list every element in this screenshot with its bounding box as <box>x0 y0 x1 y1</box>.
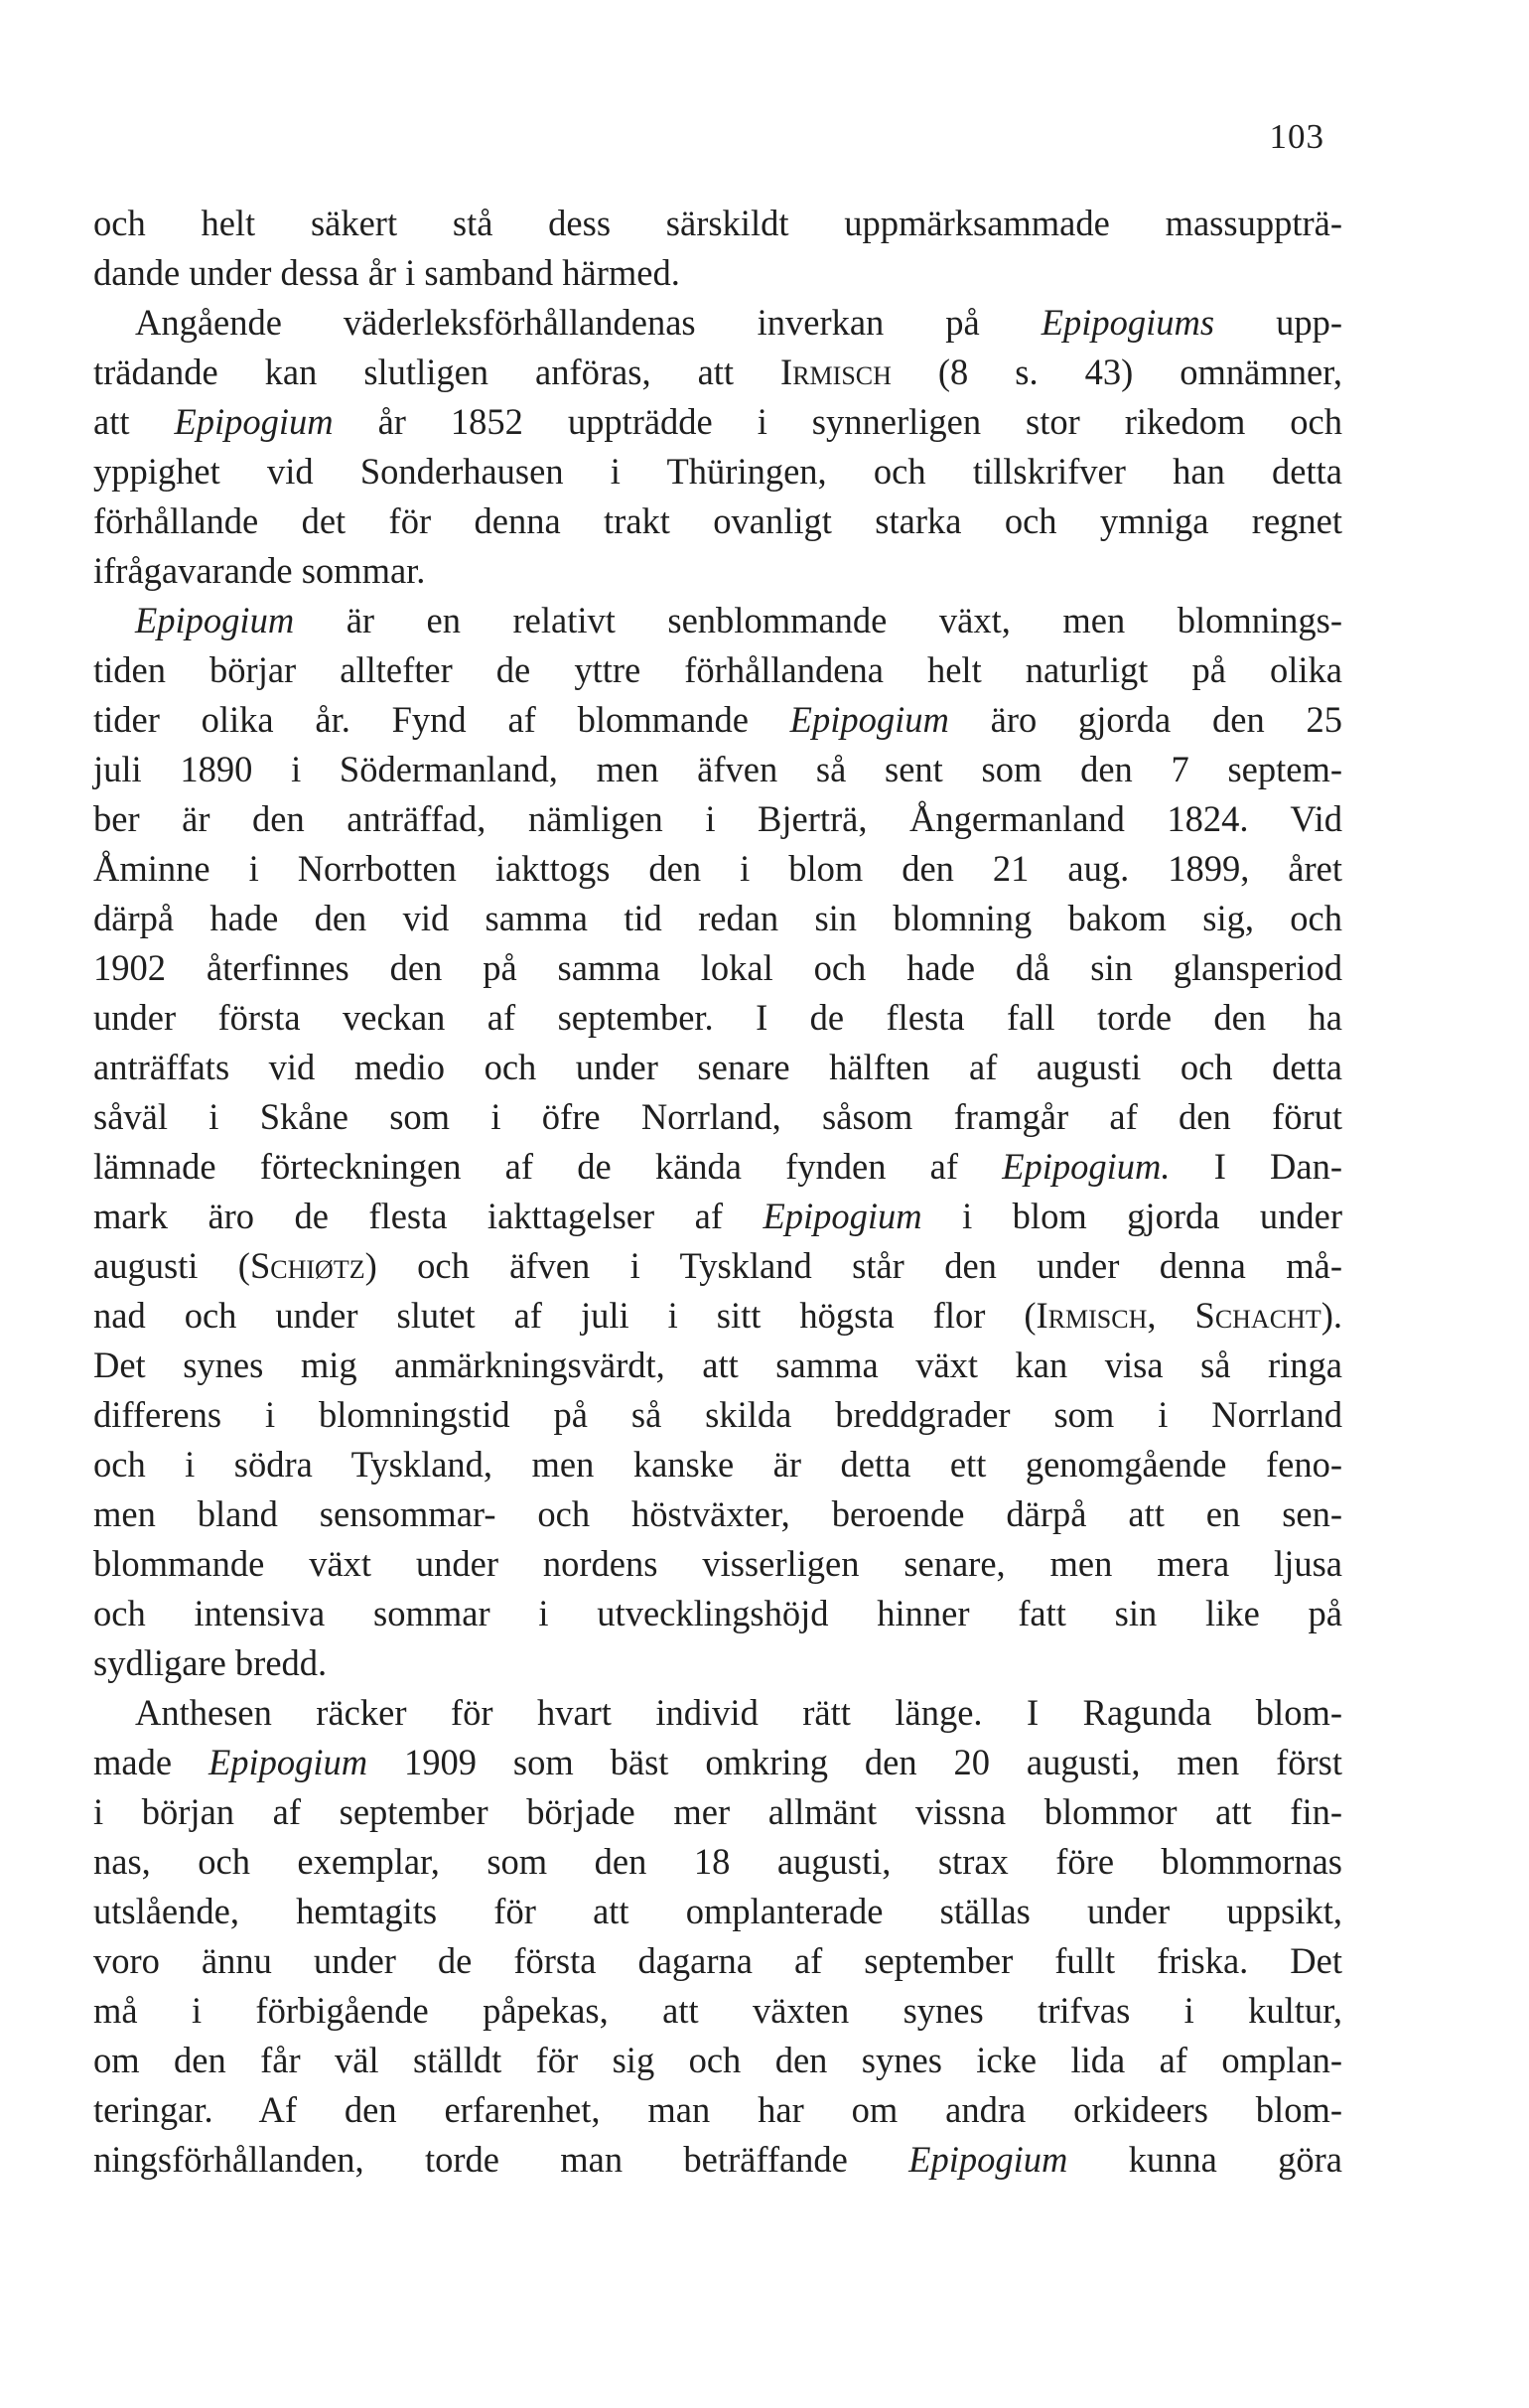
text-segment: voro ännu under de första dagarna af september fullt friska. Det <box>93 1940 1342 1981</box>
text-segment: dande under dessa år i samband härmed. <box>93 252 680 293</box>
text-line <box>93 1887 1342 1936</box>
author-name: Schiøtz <box>249 1245 365 1286</box>
text-line <box>93 993 1342 1043</box>
text-segment: upp- <box>1214 302 1343 343</box>
text-line <box>93 1638 1342 1688</box>
text-segment: nas, och exemplar, som den 18 augusti, strax före blommornas <box>93 1841 1342 1882</box>
text-segment: augusti ( <box>93 1245 250 1286</box>
text-line <box>93 546 1342 596</box>
text-segment: Angående väderleksförhållandenas inverkan på <box>135 302 1042 343</box>
text-segment: tiden börjar alltefter de yttre förhållandena helt naturligt på olika <box>93 649 1342 690</box>
text-segment: kunna göra <box>1067 2139 1342 2180</box>
text-segment: , <box>1147 1295 1195 1336</box>
italic-species-name: Epipogium <box>763 1196 922 1236</box>
text-line <box>93 1589 1342 1638</box>
text-segment: Åminne i Norrbotten iakttogs den i blom den 21 aug. 1899, året <box>93 848 1342 889</box>
text-segment: år 1852 uppträdde i synnerligen stor rikedom och <box>333 401 1343 442</box>
text-line <box>93 1241 1342 1291</box>
text-segment: äro gjorda den 25 <box>948 699 1342 740</box>
text-segment: ber är den anträffad, nämligen i Bjerträ, Ångermanland 1824. Vid <box>93 798 1342 839</box>
text-line <box>93 447 1342 496</box>
text-segment: sydligare bredd. <box>93 1642 328 1683</box>
text-line <box>93 596 1342 645</box>
text-segment: tider olika år. Fynd af blommande <box>93 699 790 740</box>
text-segment: I Dan- <box>1170 1146 1342 1187</box>
text-line <box>93 1688 1342 1738</box>
text-segment: därpå hade den vid samma tid redan sin blomning bakom sig, och <box>93 898 1342 938</box>
body-text <box>93 199 1342 2185</box>
text-segment: och helt säkert stå dess särskildt uppmärksammade massuppträ- <box>93 203 1342 243</box>
author-name: Irmisch <box>1036 1295 1148 1336</box>
text-segment: ningsförhållanden, torde man beträffande <box>93 2139 909 2180</box>
text-segment: ) och äfven i Tyskland står den under denna må- <box>364 1245 1343 1286</box>
text-segment: är en relativt senblommande växt, men blomnings- <box>294 600 1342 640</box>
text-segment: och intensiva sommar i utvecklingshöjd hinner fatt sin like på <box>93 1593 1342 1633</box>
text-line <box>93 1390 1342 1440</box>
text-segment: under första veckan af september. I de flesta fall torde den ha <box>93 997 1342 1038</box>
text-segment: i blom gjorda under <box>921 1196 1342 1236</box>
text-line <box>93 943 1342 993</box>
text-line <box>93 894 1342 943</box>
text-segment: made <box>93 1742 208 1782</box>
text-segment: 1902 återfinnes den på samma lokal och hade då sin glansperiod <box>93 947 1342 988</box>
text-line <box>93 248 1342 298</box>
text-segment: juli 1890 i Södermanland, men äfven så sent som den 7 septem- <box>93 749 1342 789</box>
italic-species-name: Epipogium. <box>1002 1146 1171 1187</box>
text-line <box>93 1489 1342 1539</box>
text-line <box>93 645 1342 695</box>
text-line <box>93 496 1342 546</box>
text-segment: ifrågavarande sommar. <box>93 550 426 591</box>
text-line <box>93 1291 1342 1341</box>
text-segment: anträffats vid medio och under senare hälften af augusti och detta <box>93 1047 1342 1087</box>
text-line <box>93 2085 1342 2135</box>
text-line <box>93 1738 1342 1787</box>
text-segment: Det synes mig anmärkningsvärdt, att samma växt kan visa så ringa <box>93 1345 1342 1385</box>
author-name: Irmisch <box>780 352 892 392</box>
italic-species-name: Epipogium <box>208 1742 368 1782</box>
text-segment: såväl i Skåne som i öfre Norrland, såsom framgår af den förut <box>93 1096 1342 1137</box>
text-line <box>93 397 1342 447</box>
text-line <box>93 1539 1342 1589</box>
text-line <box>93 1142 1342 1192</box>
text-segment: nad och under slutet af juli i sitt högsta flor ( <box>93 1295 1037 1336</box>
text-segment: om den får väl ställdt för sig och den synes icke lida af omplan- <box>93 2040 1342 2080</box>
italic-species-name: Epipogium <box>908 2139 1068 2180</box>
author-name: Schacht <box>1194 1295 1321 1336</box>
text-segment: trädande kan slutligen anföras, att <box>93 352 781 392</box>
italic-species-name: Epipogium <box>174 401 334 442</box>
text-segment: teringar. Af den erfarenhet, man har om andra orkideers blom- <box>93 2089 1342 2130</box>
text-line <box>93 1837 1342 1887</box>
text-segment: utslående, hemtagits för att omplanterade ställas under uppsikt, <box>93 1891 1342 1931</box>
text-line <box>93 298 1342 348</box>
text-segment: blommande växt under nordens visserligen senare, men mera ljusa <box>93 1543 1342 1584</box>
text-segment: förhållande det för denna trakt ovanligt starka och ymniga regnet <box>93 500 1342 541</box>
text-segment: (8 s. 43) omnämner, <box>891 352 1343 392</box>
text-segment: yppighet vid Sonderhausen i Thüringen, och tillskrifver han detta <box>93 451 1342 492</box>
text-line <box>93 745 1342 794</box>
text-line <box>93 1092 1342 1142</box>
text-segment: må i förbigående påpekas, att växten synes trifvas i kultur, <box>93 1990 1342 2031</box>
text-line <box>93 1936 1342 1986</box>
text-line <box>93 199 1342 248</box>
italic-species-name: Epipogiums <box>1041 302 1215 343</box>
text-line <box>93 1986 1342 2036</box>
italic-species-name: Epipogium <box>135 600 295 640</box>
text-segment: lämnade förteckningen af de kända fynden af <box>93 1146 1003 1187</box>
text-segment: differens i blomningstid på så skilda breddgrader som i Norrland <box>93 1394 1342 1435</box>
text-line <box>93 2036 1342 2085</box>
italic-species-name: Epipogium <box>789 699 949 740</box>
text-segment: i början af september började mer allmänt vissna blommor att fin- <box>93 1791 1342 1832</box>
page-number: 103 <box>1269 117 1324 156</box>
text-line <box>93 1440 1342 1489</box>
text-segment: och i södra Tyskland, men kanske är detta ett genomgående feno- <box>93 1444 1342 1485</box>
text-line <box>93 1043 1342 1092</box>
text-line <box>93 844 1342 894</box>
text-line <box>93 794 1342 844</box>
text-line <box>93 1192 1342 1241</box>
text-line <box>93 1787 1342 1837</box>
text-line <box>93 348 1342 397</box>
text-line <box>93 2135 1342 2185</box>
text-line <box>93 1341 1342 1390</box>
text-segment: 1909 som bäst omkring den 20 augusti, men först <box>367 1742 1342 1782</box>
text-line <box>93 695 1342 745</box>
text-segment: mark äro de flesta iakttagelser af <box>93 1196 764 1236</box>
text-segment: att <box>93 401 175 442</box>
text-segment: Anthesen räcker för hvart individ rätt länge. I Ragunda blom- <box>135 1692 1342 1733</box>
text-segment: men bland sensommar- och höstväxter, beroende därpå att en sen- <box>93 1493 1342 1534</box>
text-segment: ). <box>1320 1295 1342 1336</box>
